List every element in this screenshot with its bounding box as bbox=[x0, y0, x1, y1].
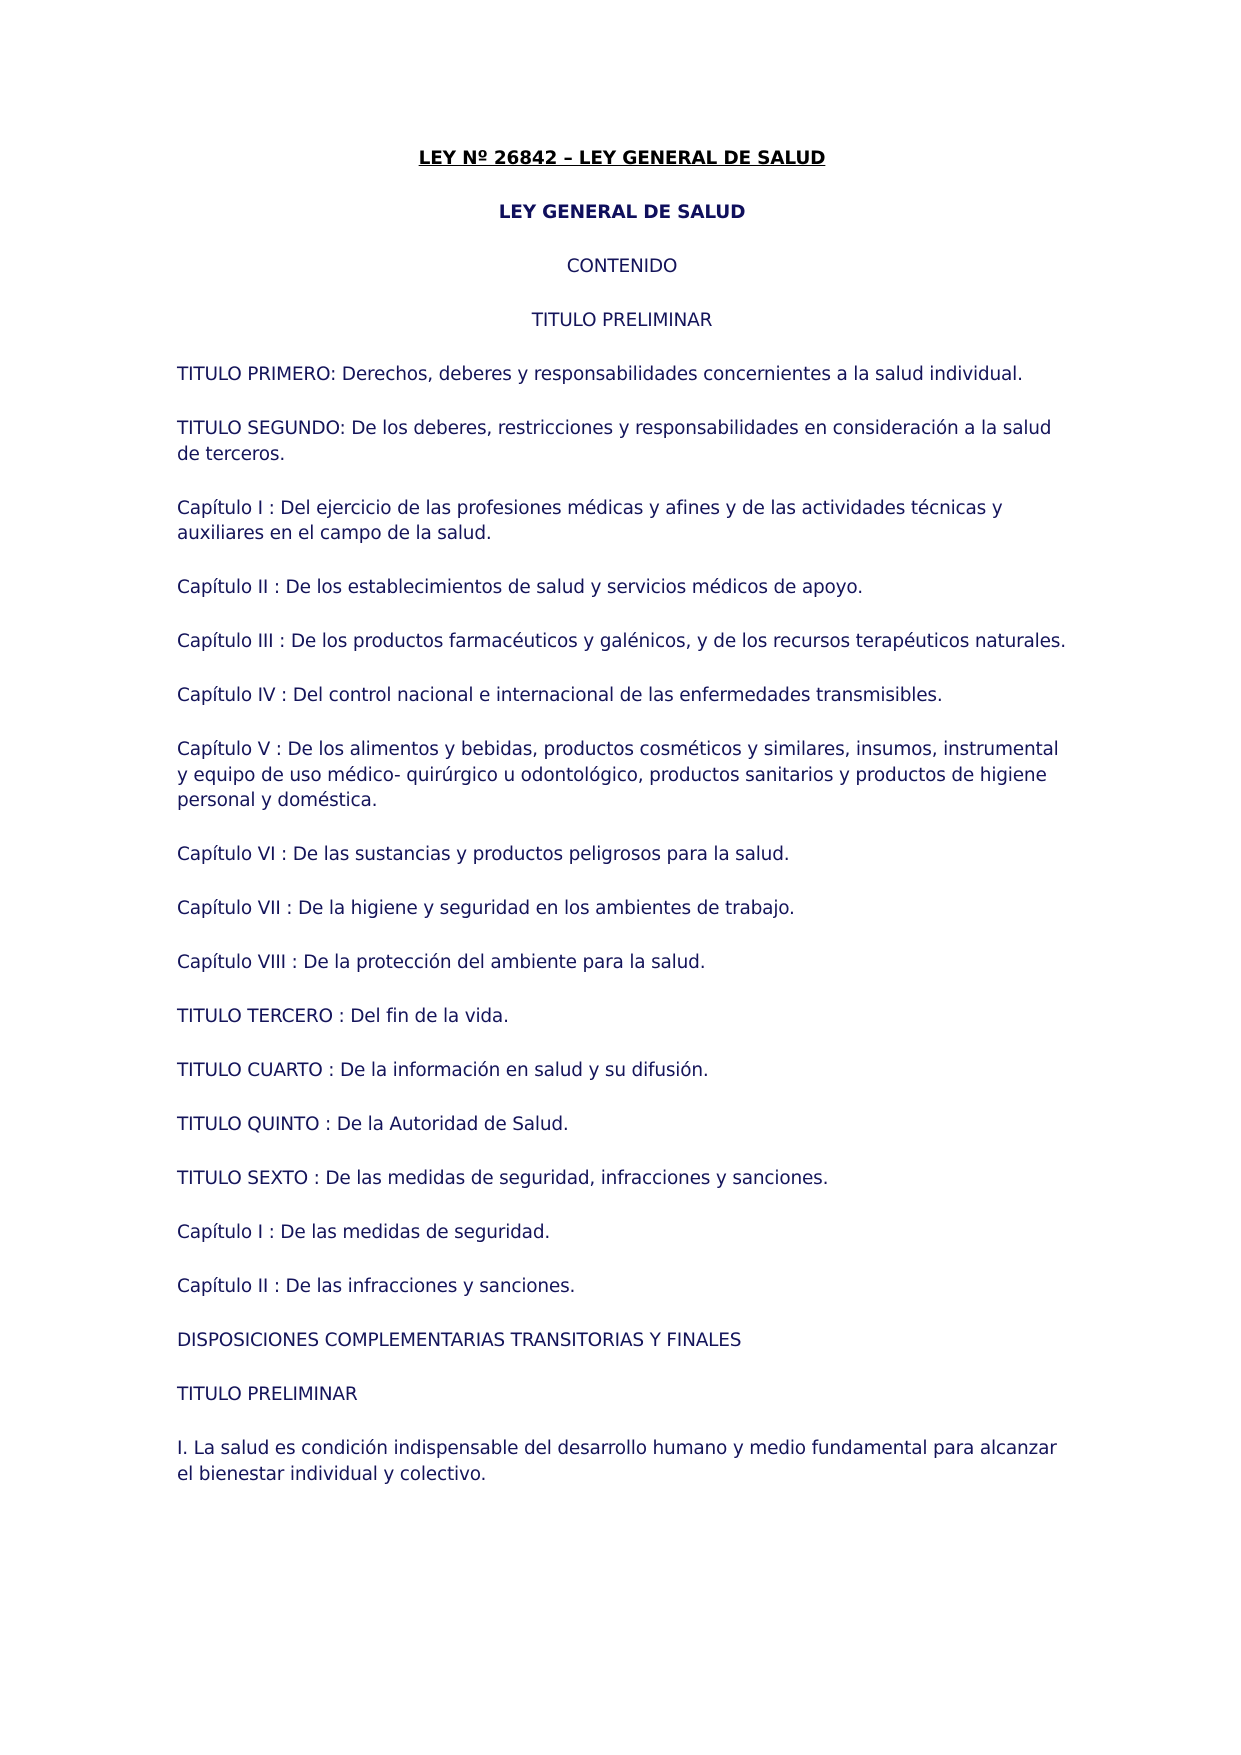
preliminary-heading: TITULO PRELIMINAR bbox=[531, 310, 713, 331]
toc-capitulo-3: Capítulo III : De los productos farmacéuticos y galénicos, y de los recursos terapéuticos naturales. bbox=[177, 631, 1066, 652]
toc-capitulo-4: Capítulo IV : Del control nacional e internacional de las enfermedades transmisibles. bbox=[177, 685, 943, 706]
toc-titulo-cuarto: TITULO CUARTO : De la información en salud y su difusión. bbox=[177, 1060, 709, 1081]
toc-titulo-segundo: TITULO SEGUNDO: De los deberes, restricciones y responsabilidades en consideración a la salud de terceros. bbox=[177, 418, 1052, 465]
toc-titulo-tercero: TITULO TERCERO : Del fin de la vida. bbox=[177, 1006, 509, 1027]
toc-capitulo-2: Capítulo II : De los establecimientos de salud y servicios médicos de apoyo. bbox=[177, 577, 863, 598]
toc-capitulo-6: Capítulo VI : De las sustancias y productos peligrosos para la salud. bbox=[177, 844, 790, 865]
document-page bbox=[177, 146, 1067, 1516]
document-subtitle: LEY GENERAL DE SALUD bbox=[498, 202, 746, 223]
toc-sexto-capitulo-2: Capítulo II : De las infracciones y sanciones. bbox=[177, 1276, 576, 1297]
toc-titulo-quinto: TITULO QUINTO : De la Autoridad de Salud. bbox=[177, 1114, 569, 1135]
toc-capitulo-1: Capítulo I : Del ejercicio de las profesiones médicas y afines y de las actividades técnicas y auxiliares en el campo de la salud. bbox=[177, 497, 1003, 544]
toc-capitulo-7: Capítulo VII : De la higiene y seguridad en los ambientes de trabajo. bbox=[177, 898, 795, 919]
toc-disposiciones: DISPOSICIONES COMPLEMENTARIAS TRANSITORIAS Y FINALES bbox=[177, 1330, 742, 1351]
toc-sexto-capitulo-1: Capítulo I : De las medidas de seguridad. bbox=[177, 1222, 551, 1243]
contents-heading: CONTENIDO bbox=[566, 256, 678, 277]
toc-titulo-sexto: TITULO SEXTO : De las medidas de seguridad, infracciones y sanciones. bbox=[177, 1168, 829, 1189]
toc-capitulo-5: Capítulo V : De los alimentos y bebidas, productos cosméticos y similares, insumos, instrumental y equipo de uso médico- quirúrgico u odontológico, productos sanitarios y productos de higiene personal y doméstica. bbox=[177, 739, 1059, 811]
toc-titulo-primero: TITULO PRIMERO: Derechos, deberes y responsabilidades concernientes a la salud individual. bbox=[177, 364, 1023, 385]
toc-capitulo-8: Capítulo VIII : De la protección del ambiente para la salud. bbox=[177, 952, 706, 973]
preliminar-article-1: I. La salud es condición indispensable del desarrollo humano y medio fundamental para alcanzar el bienestar individual y colectivo. bbox=[177, 1438, 1057, 1485]
document-title: LEY Nº 26842 – LEY GENERAL DE SALUD bbox=[418, 148, 826, 169]
section-titulo-preliminar: TITULO PRELIMINAR bbox=[177, 1384, 358, 1405]
